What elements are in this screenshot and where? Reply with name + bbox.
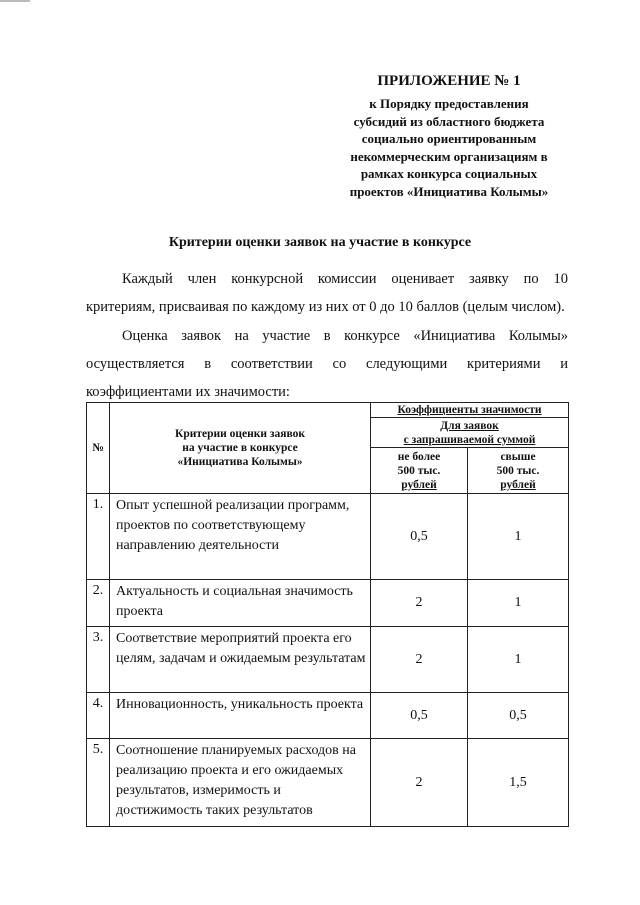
header-criteria-line: на участие в конкурсе <box>182 442 298 454</box>
row-coef-over-500: 1 <box>468 494 569 580</box>
table-row <box>87 627 569 693</box>
row-number: 3. <box>87 627 110 693</box>
annex-line: некоммерческим организациям в <box>350 148 548 164</box>
annex-line: субсидий из областного бюджета <box>353 113 545 129</box>
row-criterion: Соотношение планируемых расходов на реализацию проекта и его ожидаемых результатов, измеримость и достижимость таких результатов <box>110 739 371 827</box>
header-col-line: рублей <box>500 478 536 491</box>
row-coef-up-to-500: 2 <box>371 580 468 627</box>
header-for-applications <box>371 418 569 448</box>
annex-title: ПРИЛОЖЕНИЕ № 1 <box>377 73 521 89</box>
table-row <box>87 494 569 580</box>
paragraph-line: Оценка заявок на участие в конкурсе «Инициатива Колымы» <box>122 328 568 344</box>
header-criteria-line: Критерии оценки заявок <box>175 428 305 440</box>
row-criterion: Инновационность, уникальность проекта <box>110 693 371 739</box>
annex-line: рамках конкурса социальных <box>360 166 538 181</box>
row-number: 5. <box>87 739 110 827</box>
row-coef-over-500: 1 <box>468 580 569 627</box>
paragraph-line: осуществляется в соответствии со следующими критериями и <box>86 356 568 372</box>
paragraph-evaluation-rule <box>86 265 568 321</box>
header-col-up-to-500 <box>371 448 468 494</box>
table-row <box>87 739 569 827</box>
table-row <box>87 580 569 627</box>
row-coef-up-to-500: 0,5 <box>371 494 468 580</box>
table-row <box>87 693 569 739</box>
header-criteria-line: «Инициатива Колымы» <box>177 456 303 468</box>
header-col-over-500 <box>468 448 569 494</box>
scan-corner-mark <box>0 0 30 2</box>
header-col-line: рублей <box>401 478 437 491</box>
header-sub-line: Для заявок <box>440 419 499 432</box>
row-coef-over-500: 1,5 <box>468 739 569 827</box>
paragraph-line: Каждый член конкурсной комиссии оценивает заявку по 10 <box>122 271 568 287</box>
annex-line: к Порядку предоставления <box>369 96 529 111</box>
row-coef-up-to-500: 0,5 <box>371 693 468 739</box>
header-col-line: 500 тыс. <box>397 464 441 477</box>
row-coef-up-to-500: 2 <box>371 739 468 827</box>
row-number: 4. <box>87 693 110 739</box>
paragraph-criteria-intro <box>86 322 568 406</box>
header-col-line: свыше <box>500 450 536 463</box>
header-col-line: 500 тыс. <box>496 464 540 477</box>
header-criteria <box>110 403 371 494</box>
paragraph-line: коэффициентами их значимости: <box>86 384 290 400</box>
header-coefficients: Коэффициенты значимости <box>371 403 569 418</box>
row-criterion: Опыт успешной реализации программ, проектов по соответствующему направлению деятельности <box>110 494 371 580</box>
annex-block <box>318 73 580 200</box>
row-coef-over-500: 1 <box>468 627 569 693</box>
annex-line: проектов «Инициатива Колымы» <box>349 183 549 199</box>
document-title: Критерии оценки заявок на участие в конкурсе <box>168 235 472 250</box>
header-number: № <box>87 403 110 494</box>
criteria-table <box>86 402 569 827</box>
header-col-line: не более <box>397 450 441 463</box>
row-number: 1. <box>87 494 110 580</box>
row-number: 2. <box>87 580 110 627</box>
row-criterion: Актуальность и социальная значимость проекта <box>110 580 371 627</box>
paragraph-line: критериям, присваивая по каждому из них от 0 до 10 баллов (целым числом). <box>86 299 565 315</box>
row-coef-over-500: 0,5 <box>468 693 569 739</box>
annex-line: социально ориентированным <box>361 131 537 146</box>
header-sub-line: с запрашиваемой суммой <box>403 433 536 446</box>
row-coef-up-to-500: 2 <box>371 627 468 693</box>
row-criterion: Соответствие мероприятий проекта его целям, задачам и ожидаемым результатам <box>110 627 371 693</box>
